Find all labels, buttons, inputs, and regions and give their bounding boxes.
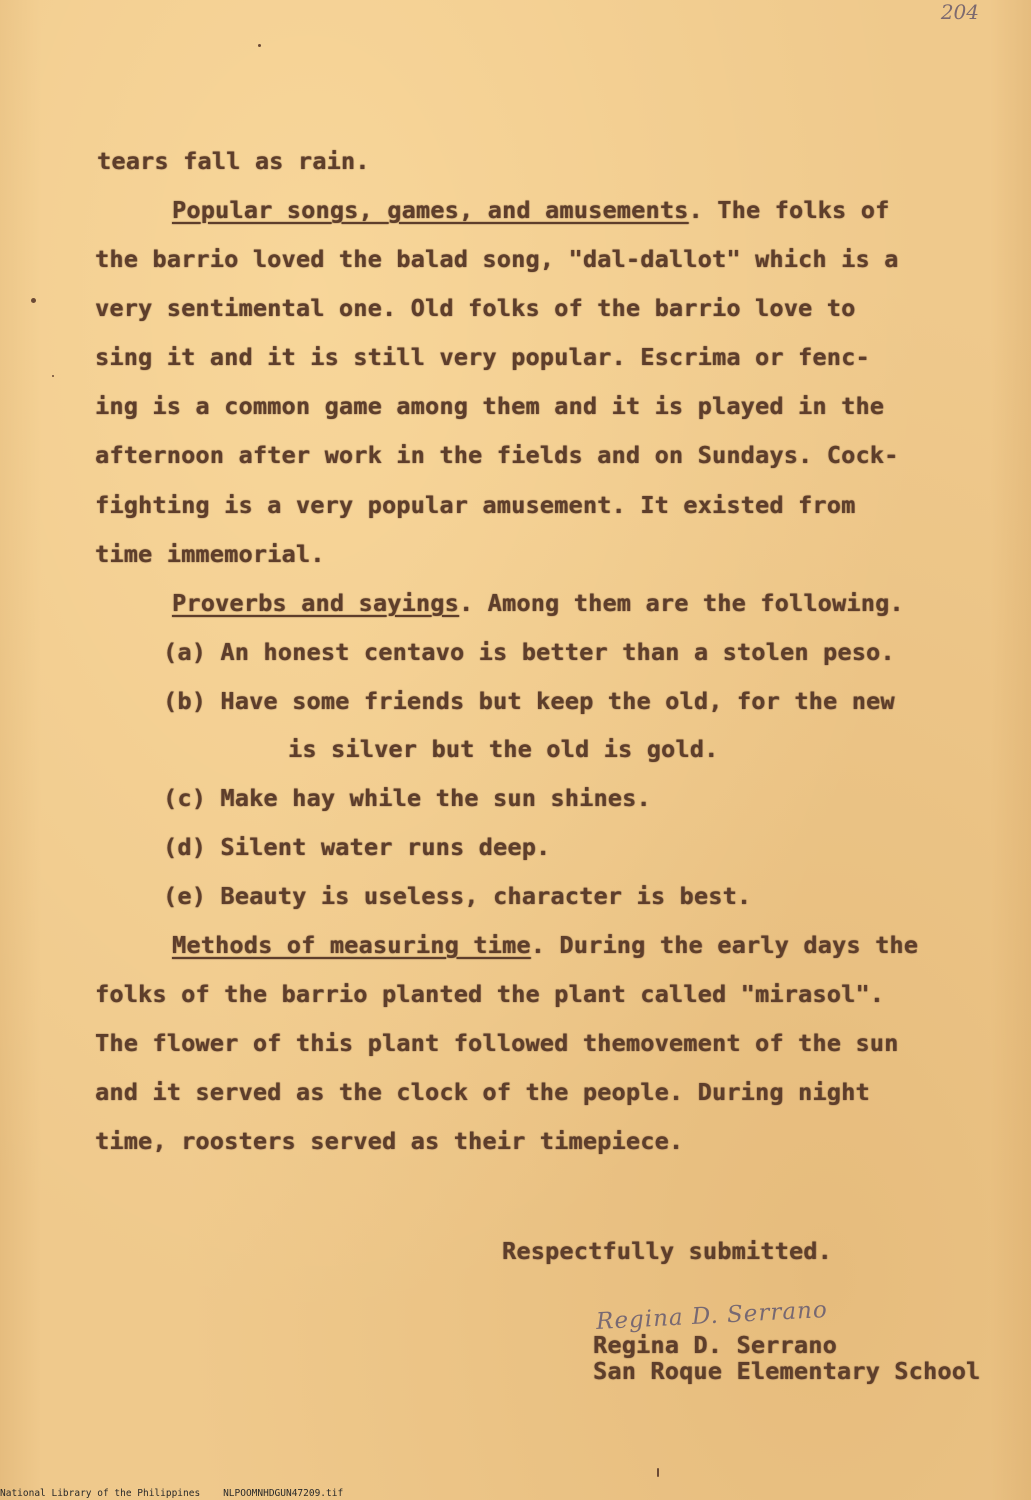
footer-filename: NLPOOMNHDGUN47209.tif: [223, 1488, 344, 1499]
time-line-1: [172, 930, 918, 960]
paper-speck: [52, 375, 54, 377]
text-line: very sentimental one. Old folks of the barrio love to: [95, 294, 856, 322]
songs-line-1: [172, 195, 889, 225]
page-number: 204: [940, 0, 979, 24]
section-heading-proverbs: Proverbs and sayings: [172, 589, 459, 617]
text-line: The flower of this plant followed themovement of the sun: [95, 1029, 899, 1057]
proverb-item: (c) Make hay while the sun shines.: [163, 784, 651, 812]
songs-line-1-tail: . The folks of: [688, 196, 890, 224]
proverb-item-continuation: is silver but the old is gold.: [288, 735, 719, 763]
section-heading-songs: Popular songs, games, and amusements: [172, 196, 689, 224]
text-line: fighting is a very popular amusement. It existed from: [95, 491, 856, 519]
handwritten-signature: Regina D. Serrano: [595, 1296, 829, 1336]
scan-footer: [0, 1488, 343, 1500]
text-line: afternoon after work in the fields and on Sundays. Cock-: [95, 441, 899, 469]
school-name: San Roque Elementary School: [593, 1357, 981, 1385]
text-line: and it served as the clock of the people. During night: [95, 1078, 870, 1106]
proverbs-line-tail: . Among them are the following.: [458, 589, 904, 617]
paper-speck: [31, 298, 36, 303]
section-heading-time: Methods of measuring time: [172, 931, 531, 959]
proverb-item: (e) Beauty is useless, character is best.: [163, 882, 752, 910]
paper-speck: [657, 1468, 659, 1477]
footer-institution: National Library of the Philippines: [0, 1488, 201, 1499]
text-line: ing is a common game among them and it is played in the: [95, 392, 885, 420]
proverbs-line: [172, 588, 904, 618]
text-line: time, roosters served as their timepiece.: [95, 1127, 684, 1155]
proverb-item: (b) Have some friends but keep the old, for the new: [163, 687, 895, 715]
proverb-item: (a) An honest centavo is better than a stolen peso.: [163, 638, 895, 666]
time-line-1-tail: . During the early days the: [530, 931, 919, 959]
author-name: Regina D. Serrano: [593, 1331, 837, 1359]
text-line: time immemorial.: [95, 540, 325, 568]
text-line: the barrio loved the balad song, "dal-dallot" which is a: [95, 245, 899, 273]
proverb-item: (d) Silent water runs deep.: [163, 833, 551, 861]
text-line: tears fall as rain.: [97, 147, 370, 175]
text-line: folks of the barrio planted the plant called "mirasol".: [95, 980, 885, 1008]
text-line: sing it and it is still very popular. Escrima or fenc-: [95, 343, 870, 371]
paper-speck: [258, 44, 261, 47]
closing-submitted: Respectfully submitted.: [502, 1237, 833, 1265]
